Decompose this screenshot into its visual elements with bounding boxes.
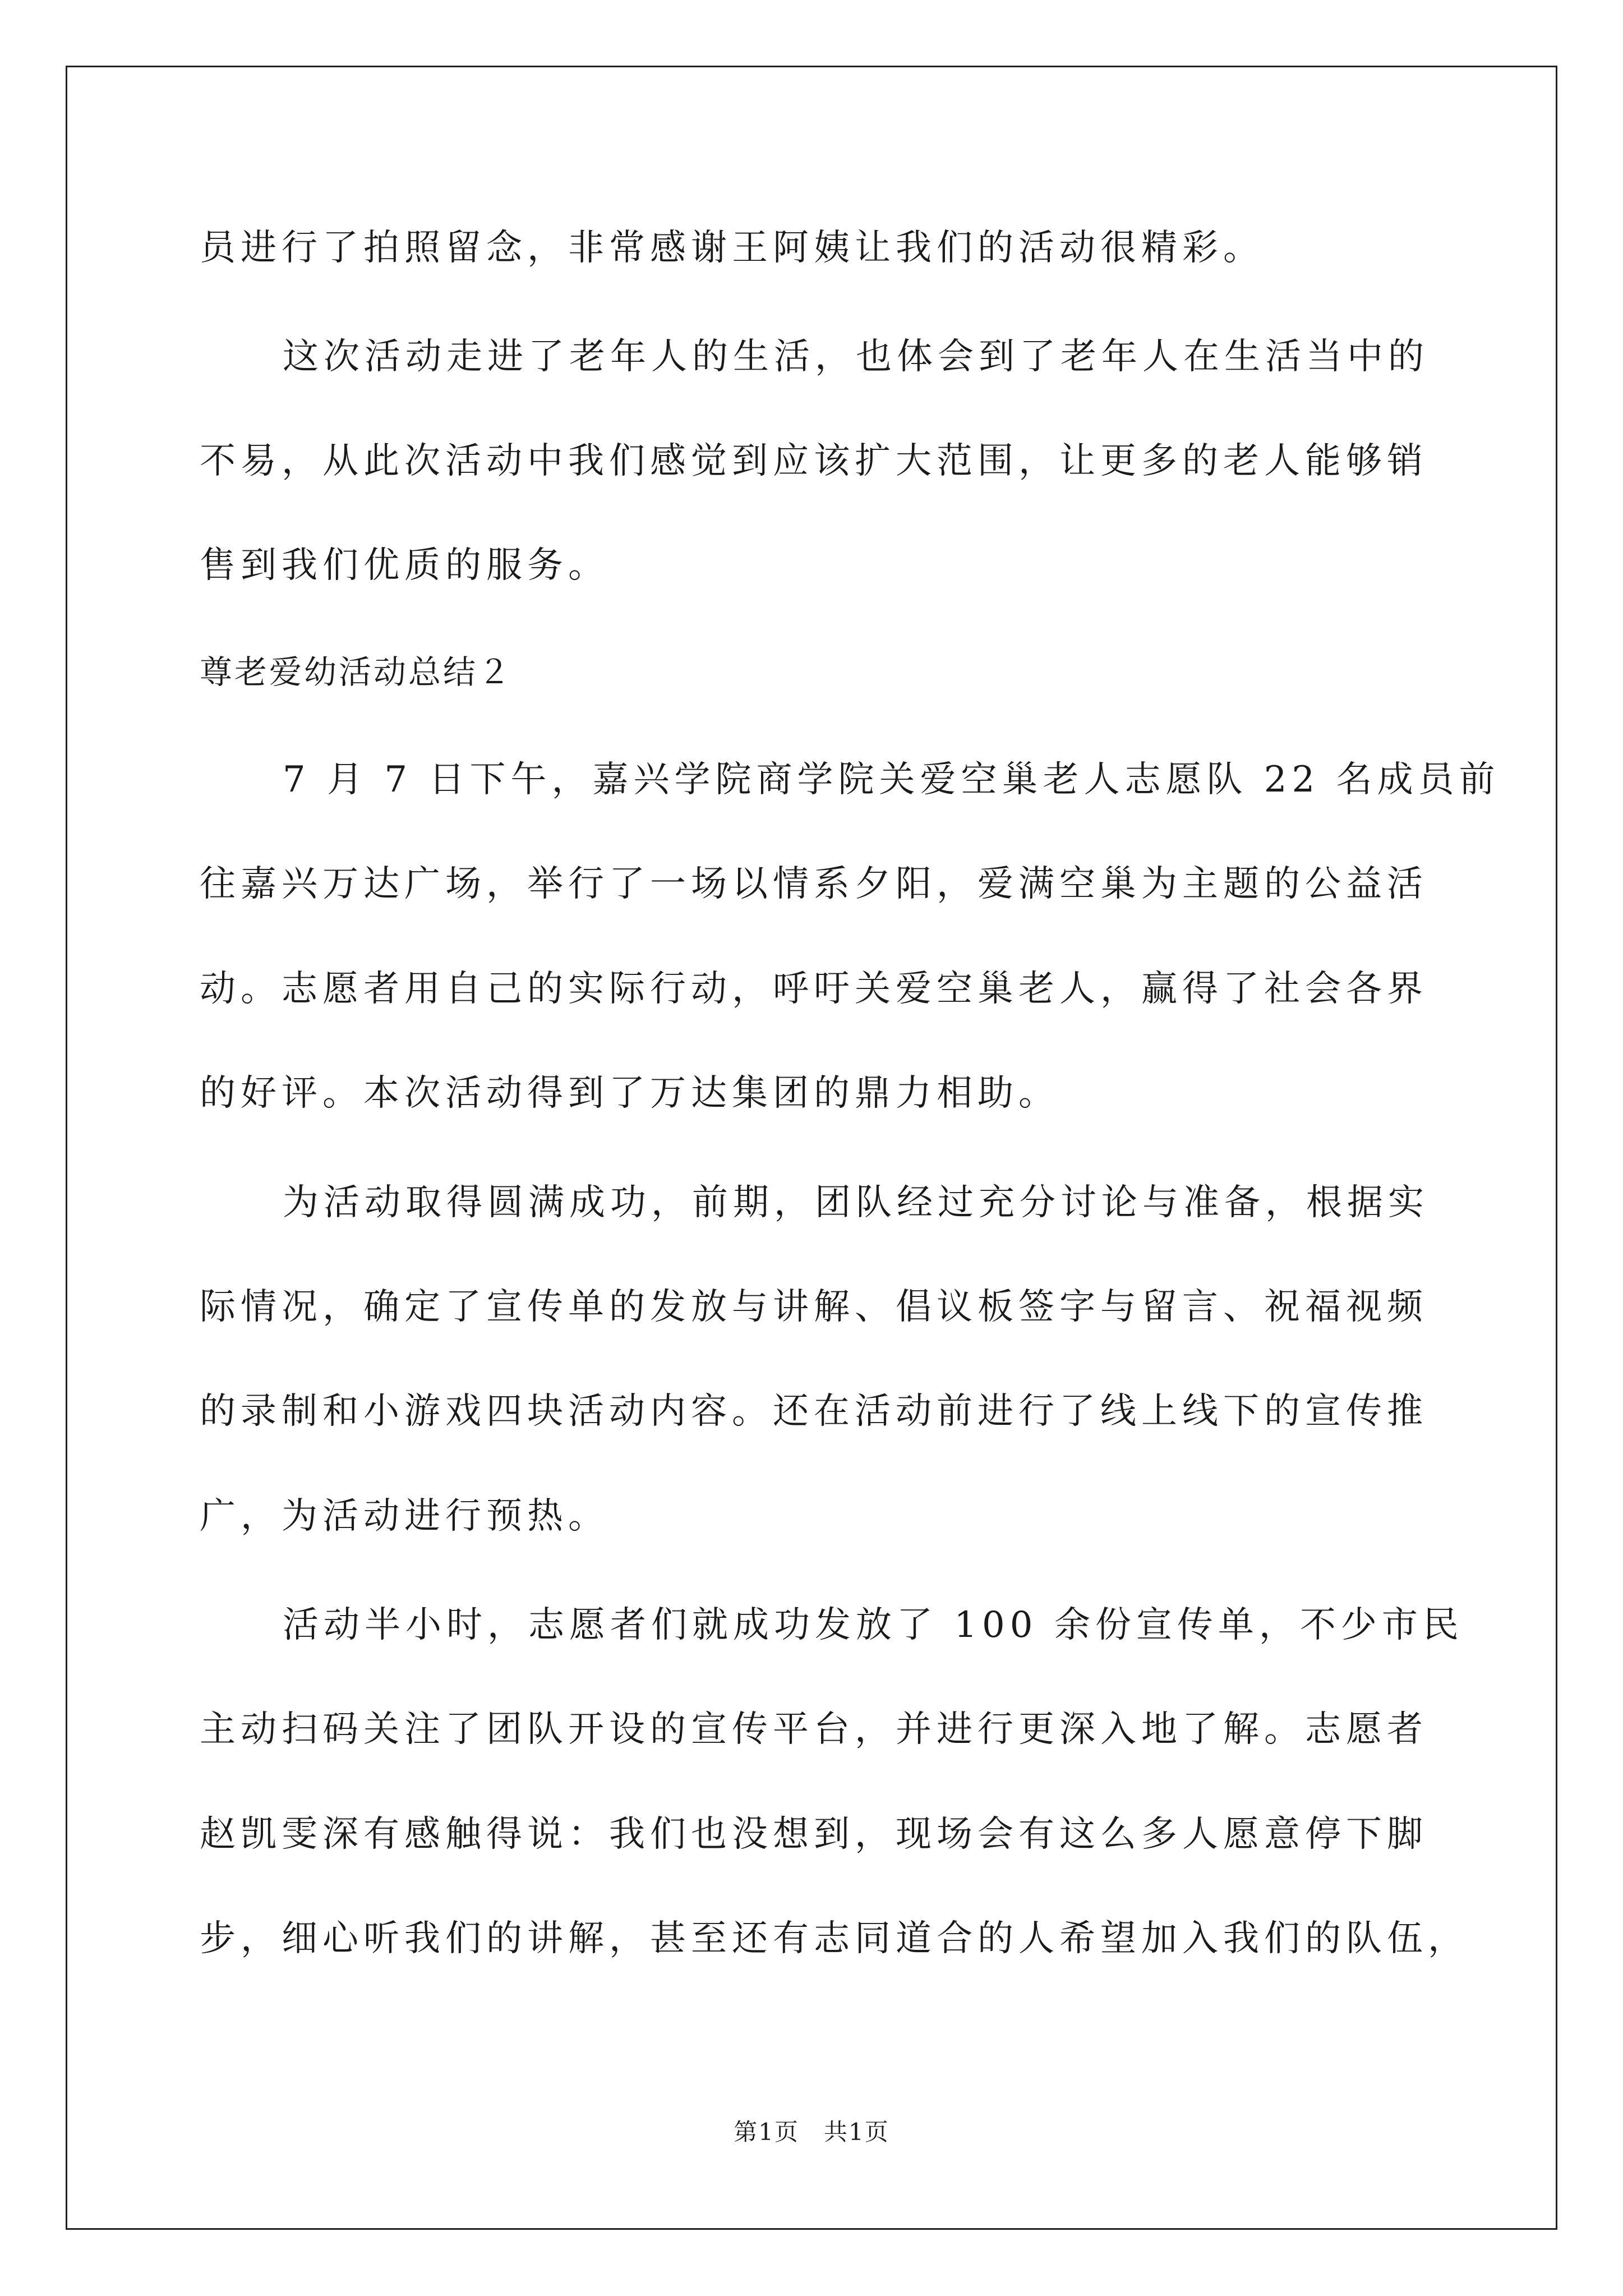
paragraph-line: 动。志愿者用自己的实际行动，呼吁关爱空巢老人，赢得了社会各界 [200,968,1428,1010]
paragraph-line: 这次活动走进了老年人的生活，也体会到了老年人在生活当中的 [283,336,1429,378]
paragraph-line: 为活动取得圆满成功，前期，团队经过充分讨论与准备，根据实 [283,1182,1429,1223]
paragraph-line: 的录制和小游戏四块活动内容。还在活动前进行了线上线下的宣传推 [200,1391,1428,1432]
paragraph-line: 7 月 7 日下午，嘉兴学院商学院关爱空巢老人志愿队 22 名成员前 [283,759,1500,800]
paragraph-line: 步，细心听我们的讲解，甚至还有志同道合的人希望加入我们的队伍， [200,1918,1469,1959]
paragraph-line: 活动半小时，志愿者们就成功发放了 100 余份宣传单，不少市民 [283,1604,1464,1646]
page-footer: 第1页 共1页 [734,2118,889,2146]
paragraph-line: 广，为活动进行预热。 [200,1496,609,1537]
paragraph-line: 员进行了拍照留念，非常感谢王阿姨让我们的活动很精彩。 [200,227,1264,269]
paragraph-line: 不易，从此次活动中我们感觉到应该扩大范围，让更多的老人能够销 [200,440,1428,482]
paragraph-line: 的好评。本次活动得到了万达集团的鼎力相助。 [200,1073,1059,1114]
section-heading: 尊老爱幼活动总结２ [200,653,513,691]
paragraph-line: 往嘉兴万达广场，举行了一场以情系夕阳，爱满空巢为主题的公益活 [200,863,1428,905]
paragraph-line: 主动扫码关注了团队开设的宣传平台，并进行更深入地了解。志愿者 [200,1709,1428,1750]
paragraph-line: 际情况，确定了宣传单的发放与讲解、倡议板签字与留言、祝福视频 [200,1286,1428,1328]
page-border [66,66,1557,2230]
paragraph-line: 售到我们优质的服务。 [200,545,609,586]
paragraph-line: 赵凯雯深有感触得说：我们也没想到，现场会有这么多人愿意停下脚 [200,1814,1428,1855]
